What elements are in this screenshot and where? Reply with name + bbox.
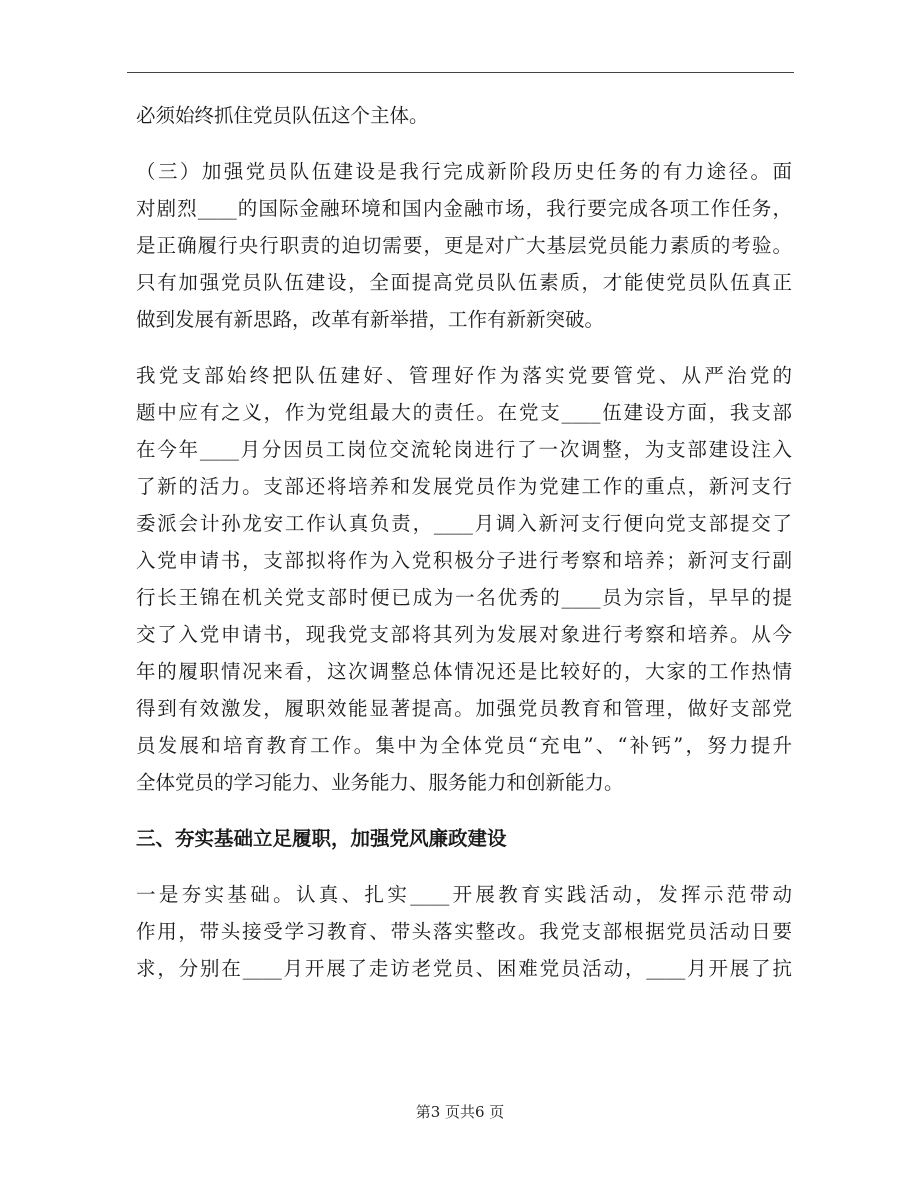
page-number: 第3 页共6 页 [415, 1103, 505, 1121]
text-line: 求，分别在____月开展了走访老党员、困难党员活动，____月开展了抗 [136, 957, 792, 980]
text-line: 入党申请书，支部拟将作为入党积极分子进行考察和培养；新河支行副 [136, 549, 792, 572]
text-line: 题中应有之义，作为党组最大的责任。在党支____伍建设方面，我支部 [136, 401, 792, 424]
text-line: 只有加强党员队伍建设，全面提高党员队伍素质，才能使党员队伍真正 [136, 271, 792, 294]
paragraph-continuation [136, 97, 792, 134]
text-line: 做到发展有新思路，改革有新举措，工作有新新突破。 [136, 308, 605, 331]
text-line: 委派会计孙龙安工作认真负责，____月调入新河支行便向党支部提交了 [136, 512, 792, 535]
text-line: （三）加强党员队伍建设是我行完成新阶段历史任务的有力途径。面 [136, 160, 792, 183]
text-line: 在今年____月分因员工岗位交流轮岗进行了一次调整，为支部建设注入 [136, 438, 792, 461]
header-rule [127, 72, 794, 73]
text-line: 我党支部始终把队伍建好、管理好作为落实党要管党、从严治党的 [136, 364, 792, 387]
paragraph-section-three [136, 153, 792, 338]
paragraph-party-branch [136, 357, 792, 801]
text-line: 得到有效激发，履职效能显著提高。加强党员教育和管理，做好支部党 [136, 697, 792, 720]
text-line: 员发展和培育教育工作。集中为全体党员“充电”、“补钙”，努力提升 [136, 734, 792, 757]
document-body [136, 97, 792, 987]
text-line: 对剧烈____的国际金融环境和国内金融市场，我行要完成各项工作任务， [136, 197, 792, 220]
text-line: 是正确履行央行职责的迫切需要，更是对广大基层党员能力素质的考验。 [136, 234, 792, 257]
text-line: 全体党员的学习能力、业务能力、服务能力和创新能力。 [136, 771, 624, 794]
paragraph-foundation [136, 876, 792, 987]
text-line: 作用，带头接受学习教育、带头落实整改。我党支部根据党员活动日要 [136, 920, 792, 943]
text-line: 了新的活力。支部还将培养和发展党员作为党建工作的重点，新河支行 [136, 475, 792, 498]
section-heading: 三、夯实基础立足履职，加强党风廉政建设 [136, 827, 507, 850]
text-line: 行长王锦在机关党支部时便已成为一名优秀的____员为宗旨，早早的提 [136, 586, 792, 609]
text-line: 必须始终抓住党员队伍这个主体。 [136, 104, 429, 127]
text-line: 交了入党申请书，现我党支部将其列为发展对象进行考察和培养。从今 [136, 623, 792, 646]
text-line: 年的履职情况来看，这次调整总体情况还是比较好的，大家的工作热情 [136, 660, 792, 683]
text-line: 一是夯实基础。认真、扎实____开展教育实践活动，发挥示范带动 [136, 883, 792, 906]
